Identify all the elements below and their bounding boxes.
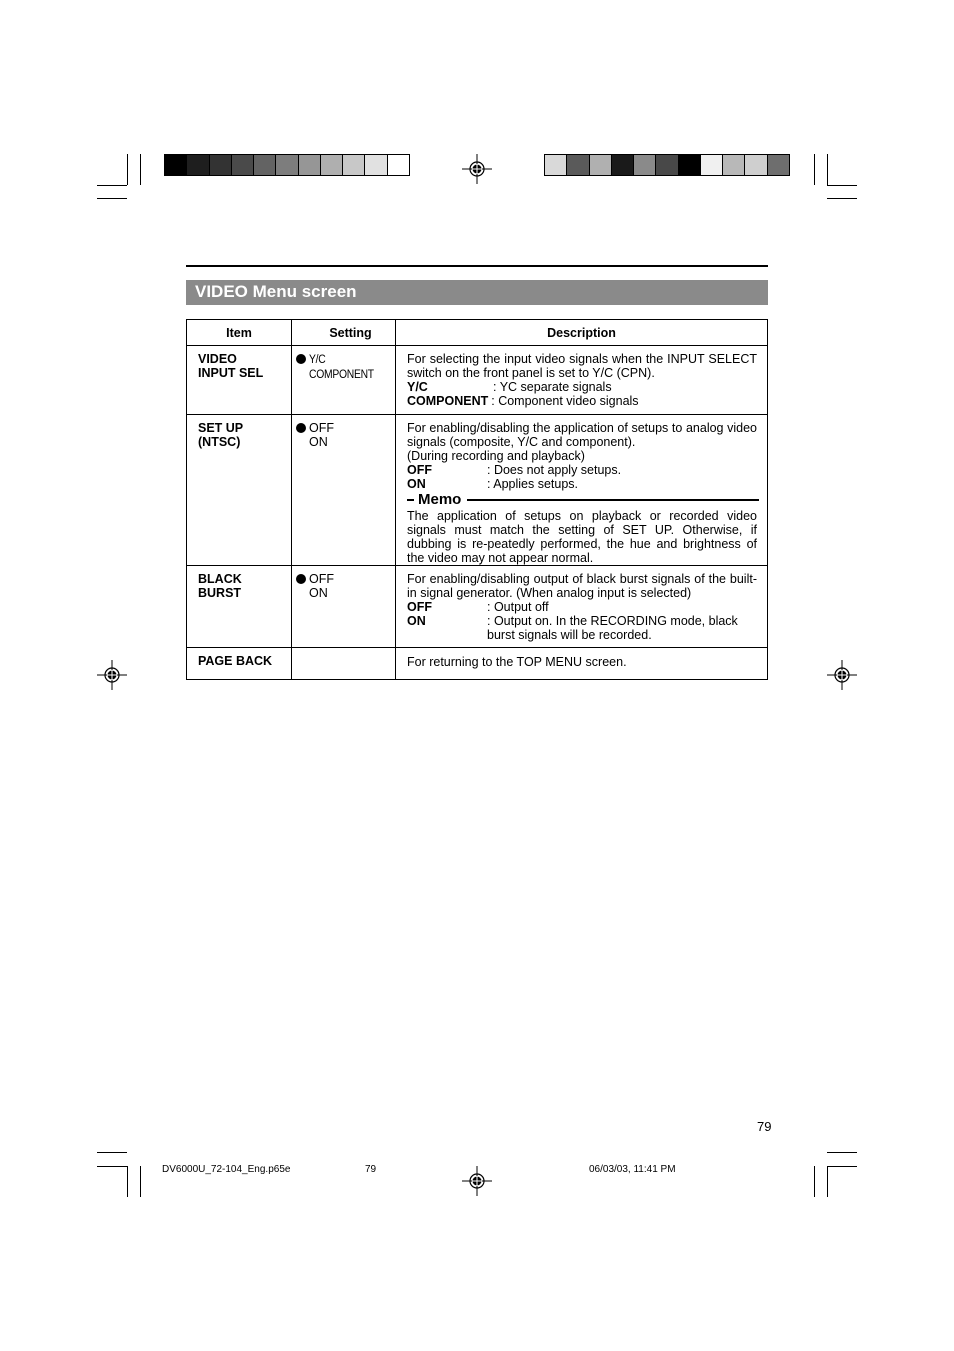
setting-cell [292,648,396,680]
crop-mark [140,1166,141,1197]
color-swatch [679,155,701,175]
color-swatch [187,155,209,175]
item-cell: VIDEO INPUT SEL [187,346,292,415]
color-swatch [745,155,767,175]
section-top-rule [186,265,768,267]
memo-text: The application of setups on playback or recorded video signals must match the setting of SET UP. Otherwise, if dubbing is re-peatedly performed, the hue and brightness of the video may not appear normal. [407,509,757,565]
color-swatch [545,155,567,175]
footer-filename: DV6000U_72-104_Eng.p65e [162,1164,291,1175]
header-description: Description [396,320,768,346]
video-menu-table [186,319,768,680]
memo-heading [407,492,757,508]
crop-mark [827,198,857,199]
color-swatch [165,155,187,175]
table-header-row [187,320,768,346]
color-swatch [343,155,365,175]
color-bar-right [544,154,790,176]
description-cell: For enabling/disabling output of black burst signals of the built-in signal generator. (When analog input is selected) OFF : Output off ON : Output on. In the RECORDING mode, black burst signals will be recorded. [396,566,768,648]
color-swatch [365,155,387,175]
crop-mark [97,198,127,199]
crop-mark [97,185,127,186]
description-cell: For enabling/disabling the application of setups to analog video signals (composite, Y/C and component). (During recording and playback) OFF : Does not apply setups. ON : Applies setups. Memo The application of setups on playback or recorded video signals must match the setting of SET UP. Otherwise, if dubbing is re-peatedly performed, the hue and brightness of the video may not appear normal. [396,415,768,566]
crop-mark [827,154,828,185]
color-swatch [276,155,298,175]
crop-mark [827,1166,857,1167]
color-bar-left [164,154,410,176]
table-row [187,566,768,648]
crop-mark [827,185,857,186]
default-bullet-icon [296,423,306,433]
crop-mark [814,1166,815,1197]
item-cell: BLACK BURST [187,566,292,648]
default-bullet-icon [296,354,306,364]
color-swatch [723,155,745,175]
registration-mark-icon [462,1166,492,1196]
color-swatch [701,155,723,175]
table-row [187,648,768,680]
color-swatch [210,155,232,175]
color-swatch [567,155,589,175]
description-cell: For selecting the input video signals when the INPUT SELECT switch on the front panel is set to Y/C (CPN). Y/C : YC separate signals COMPONENT : Component video signals [396,346,768,415]
color-swatch [232,155,254,175]
color-swatch [634,155,656,175]
header-item: Item [187,320,292,346]
setting-cell: Y/C COMPONENT [292,346,396,415]
footer-timestamp: 06/03/03, 11:41 PM [589,1164,676,1175]
table-row [187,415,768,566]
color-swatch [388,155,409,175]
crop-mark [827,1152,857,1153]
page-number: 79 [757,1119,772,1134]
color-swatch [254,155,276,175]
registration-mark-icon [827,660,857,690]
description-cell: For returning to the TOP MENU screen. [396,648,768,680]
crop-mark [97,1166,127,1167]
registration-mark-icon [97,660,127,690]
color-swatch [590,155,612,175]
crop-mark [127,154,128,185]
crop-mark [97,1152,127,1153]
setting-cell: OFF ON [292,415,396,566]
item-cell: PAGE BACK [187,648,292,680]
item-cell: SET UP (NTSC) [187,415,292,566]
memo-label: Memo [418,491,462,508]
color-swatch [768,155,789,175]
color-swatch [299,155,321,175]
crop-mark [127,1166,128,1197]
color-swatch [656,155,678,175]
table-row [187,346,768,415]
color-swatch [612,155,634,175]
default-bullet-icon [296,574,306,584]
section-title-bar [186,280,768,305]
header-setting: Setting [292,320,396,346]
color-swatch [321,155,343,175]
section-title: VIDEO Menu screen [195,282,357,301]
crop-mark [814,154,815,185]
crop-mark [827,1166,828,1197]
registration-mark-icon [462,154,492,184]
footer-page: 79 [365,1164,377,1175]
setting-cell: OFF ON [292,566,396,648]
crop-mark [140,154,141,185]
